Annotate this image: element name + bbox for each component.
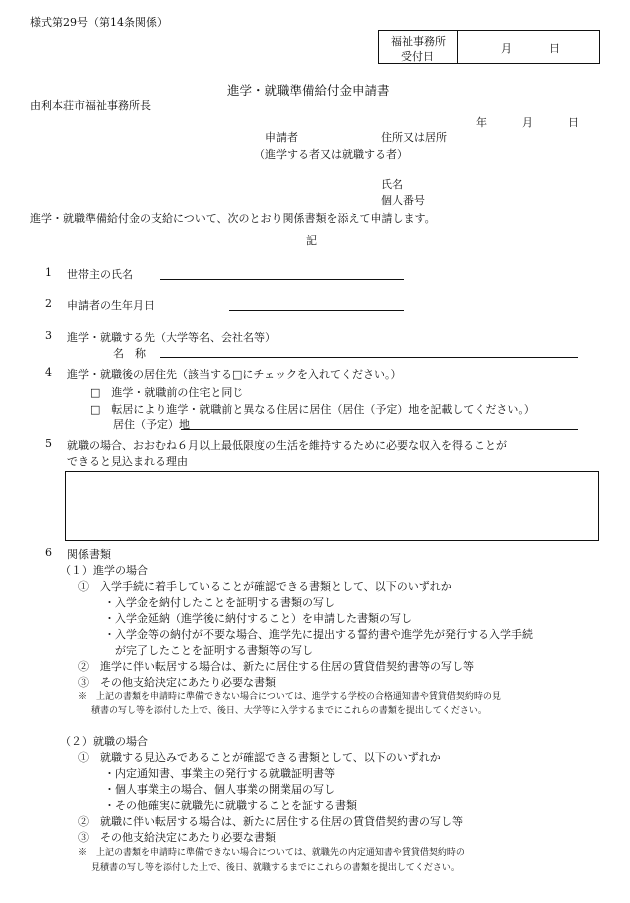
item5-line2: できると見込まれる理由 bbox=[67, 455, 188, 468]
office-label-line1: 福祉事務所 bbox=[391, 35, 446, 48]
item4-option-move[interactable]: □ 転居により進学・就職前と異なる住居に居住（居住（予定）地を記載してください。） bbox=[90, 403, 535, 416]
job-note-line1: ※ 上記の書類を申請時に準備できない場合については、就職先の内定通知書や賃貸借契約時の bbox=[78, 848, 465, 858]
school-c1a: ・入学金を納付したことを証明する書類の写し bbox=[104, 596, 335, 609]
item2-number: 2 bbox=[45, 297, 52, 310]
office-receipt-box bbox=[378, 30, 600, 64]
item5-number: 5 bbox=[45, 437, 52, 450]
residence-label: 居住（予定）地 bbox=[113, 418, 190, 431]
school-note-line1: ※ 上記の書類を申請時に準備できない場合については、進学する学校の合格通知書や賃貸借契約時の見 bbox=[78, 692, 501, 702]
date-day: 日 bbox=[568, 116, 579, 129]
date-year: 年 bbox=[476, 116, 487, 129]
residence-line[interactable] bbox=[181, 429, 578, 430]
personal-number-label: 個人番号 bbox=[381, 194, 425, 207]
item2-label: 申請者の生年月日 bbox=[67, 299, 155, 312]
ki-mark: 記 bbox=[306, 234, 317, 247]
office-receipt-label-cell bbox=[379, 31, 458, 63]
job-c1c: ・その他確実に就職先に就職することを証する書類 bbox=[104, 799, 357, 812]
applicant-label: 申請者 bbox=[265, 131, 298, 144]
school-c2: ② 進学に伴い転居する場合は、新たに居住する住居の賃貸借契約書等の写し等 bbox=[78, 660, 474, 673]
item3-sub-label: 名 称 bbox=[113, 347, 146, 360]
item3-number: 3 bbox=[45, 329, 52, 342]
reason-textbox[interactable] bbox=[65, 471, 599, 541]
job-c1: ① 就職する見込みであることが確認できる書類として、以下のいずれか bbox=[78, 751, 441, 764]
office-label-line2: 受付日 bbox=[401, 50, 434, 63]
job-c2: ② 就職に伴い転居する場合は、新たに居住する住居の賃貸借契約書の写し等 bbox=[78, 815, 463, 828]
date-month: 月 bbox=[522, 116, 533, 129]
birthdate-line[interactable] bbox=[229, 310, 404, 311]
job-c1a: ・内定通知書、事業主の発行する就職証明書等 bbox=[104, 767, 335, 780]
item1-number: 1 bbox=[45, 266, 52, 279]
address-label: 住所又は居所 bbox=[381, 131, 447, 144]
addressee: 由利本荘市福祉事務所長 bbox=[30, 99, 151, 112]
school-c3: ③ その他支給決定にあたり必要な書類 bbox=[78, 676, 276, 689]
job-c3: ③ その他支給決定にあたり必要な書類 bbox=[78, 831, 276, 844]
school-c1c-line2: が完了したことを証明する書類等の写し bbox=[115, 644, 313, 657]
school-c1b: ・入学金延納（進学後に納付すること）を申請した書類の写し bbox=[104, 612, 412, 625]
destination-name-line[interactable] bbox=[160, 357, 578, 358]
form-number: 様式第29号（第14条関係） bbox=[30, 16, 168, 29]
receipt-day: 日 bbox=[549, 42, 560, 55]
job-heading: （２）就職の場合 bbox=[60, 735, 148, 748]
job-note-line2: 見積書の写し等を添付した上で、後日、就職するまでにこれらの書類を提出してください。 bbox=[91, 863, 460, 873]
school-c1: ① 入学手続に着手していることが確認できる書類として、以下のいずれか bbox=[78, 580, 452, 593]
receipt-month: 月 bbox=[501, 42, 512, 55]
school-heading: （１）進学の場合 bbox=[60, 564, 148, 577]
item3-label: 進学・就職する先（大学等名、会社名等） bbox=[67, 331, 276, 344]
applicant-note: （進学する者又は就職する者） bbox=[254, 148, 408, 161]
item6-label: 関係書類 bbox=[67, 548, 111, 561]
school-note-line2: 積書の写し等を添付した上で、後日、大学等に入学するまでにこれらの書類を提出してください。 bbox=[91, 706, 487, 716]
household-head-name-line[interactable] bbox=[160, 279, 404, 280]
item1-label: 世帯主の氏名 bbox=[67, 268, 133, 281]
item4-label: 進学・就職後の居住先（該当する□にチェックを入れてください。） bbox=[67, 368, 402, 381]
school-c1c-line1: ・入学金等の納付が不要な場合、進学先に提出する誓約書や進学先が発行する入学手続 bbox=[104, 628, 533, 641]
intro-text: 進学・就職準備給付金の支給について、次のとおり関係書類を添えて申請します。 bbox=[30, 212, 436, 225]
item4-option-same[interactable]: □ 進学・就職前の住宅と同じ bbox=[90, 386, 244, 399]
item5-line1: 就職の場合、おおむね６月以上最低限度の生活を維持するために必要な収入を得ることが bbox=[67, 439, 507, 452]
item4-number: 4 bbox=[45, 366, 52, 379]
job-c1b: ・個人事業主の場合、個人事業の開業届の写し bbox=[104, 783, 335, 796]
name-label: 氏名 bbox=[381, 178, 403, 191]
item6-number: 6 bbox=[45, 546, 52, 559]
page-title: 進学・就職準備給付金申請書 bbox=[227, 83, 390, 98]
